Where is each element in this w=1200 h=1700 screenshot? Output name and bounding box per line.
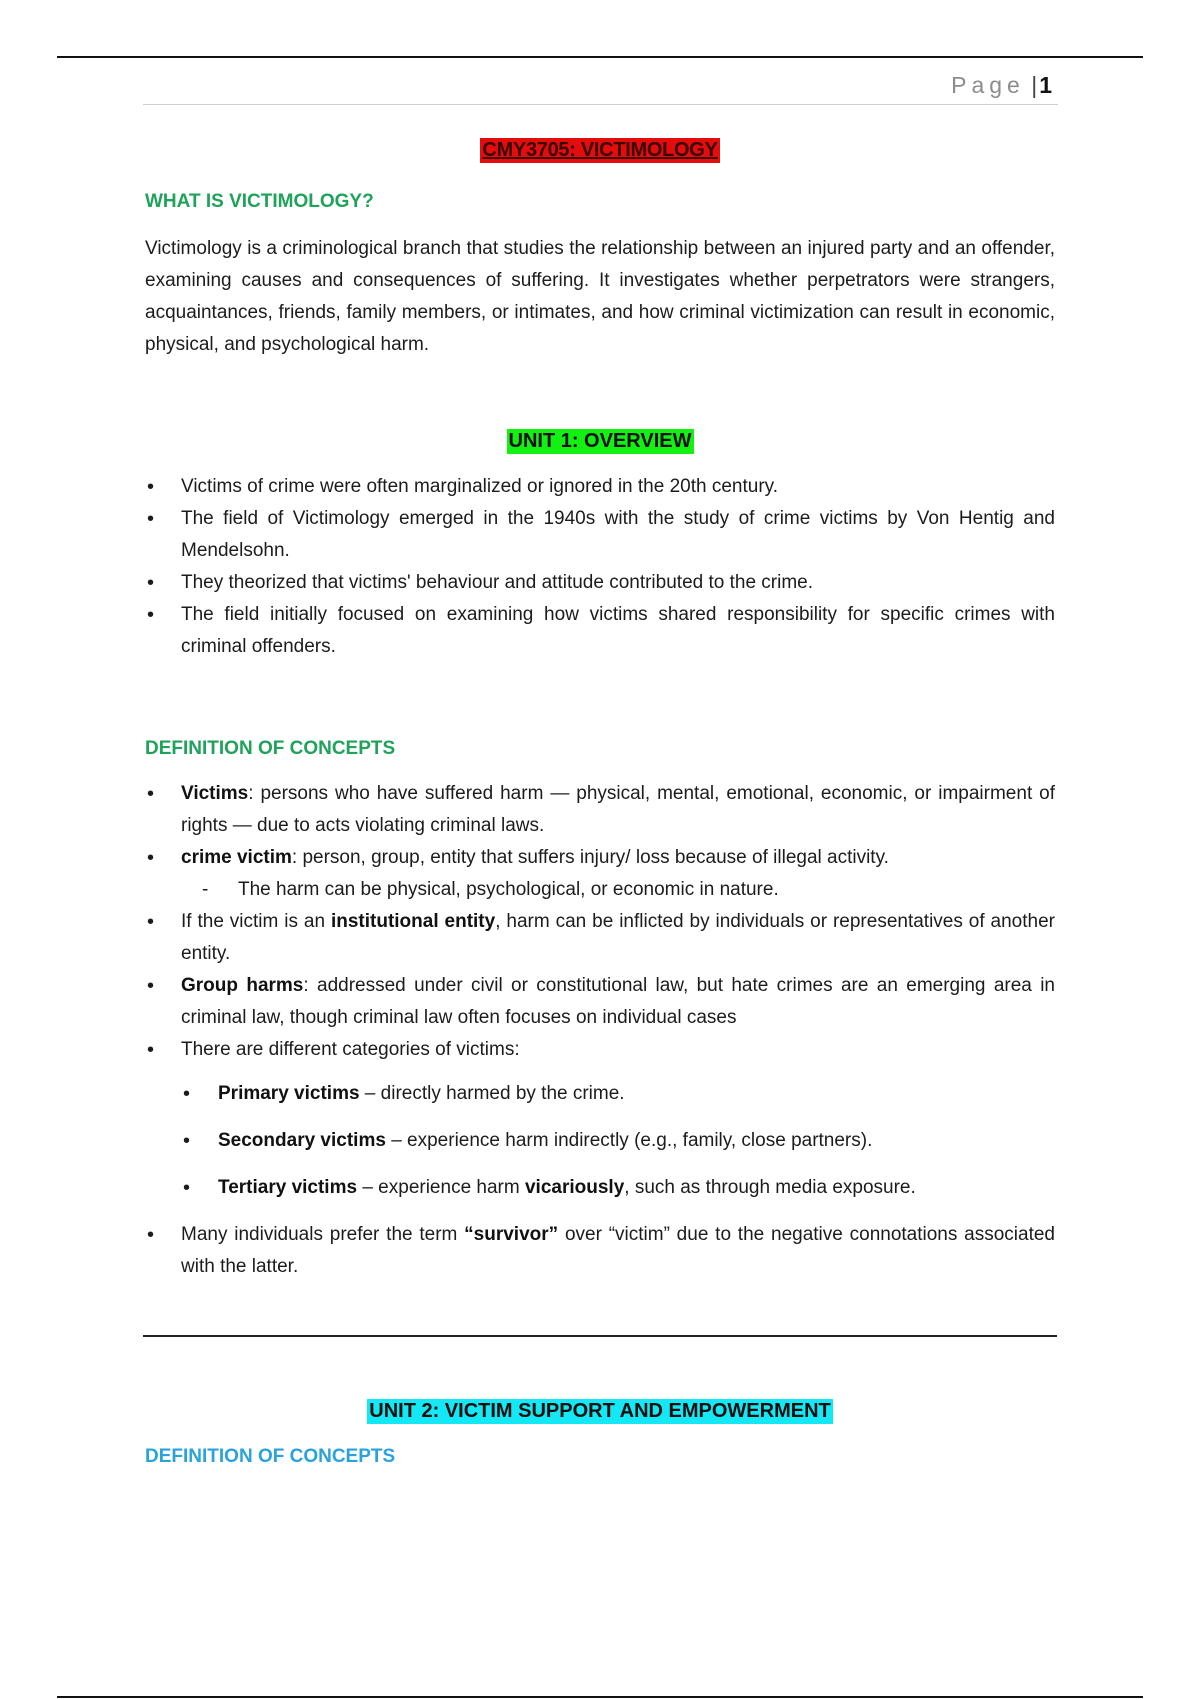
term-victims: Victims — [181, 783, 249, 804]
list-item — [145, 842, 1055, 874]
list-item — [145, 906, 1055, 970]
term-survivor: “survivor” — [464, 1224, 559, 1245]
list-item: • The field initially focused on examining how victims shared responsibility for specific crimes with criminal offenders. — [145, 599, 1055, 663]
survivor-bullet-list — [145, 1219, 1055, 1283]
list-item — [145, 1125, 1055, 1157]
term-group-harms: Group harms — [181, 975, 304, 996]
list-item — [145, 1172, 1055, 1204]
definition-text: – directly harmed by the crime. — [359, 1083, 625, 1104]
list-item — [145, 1219, 1055, 1283]
page-number: 1 — [1039, 72, 1052, 98]
definition-text: , such as through media exposure. — [624, 1177, 916, 1198]
page-header — [143, 70, 1058, 105]
term-vicariously: vicariously — [524, 1177, 625, 1198]
term-tertiary-victims: Tertiary victims — [218, 1177, 358, 1198]
unit1-bullet-list — [145, 471, 1055, 663]
term-primary-victims: Primary victims — [218, 1083, 360, 1104]
term-secondary-victims: Secondary victims — [218, 1130, 386, 1151]
definition-text: : person, group, entity that suffers injury/ loss because of illegal activity. — [291, 847, 889, 868]
course-title: CMY3705: VICTIMOLOGY — [482, 139, 718, 161]
concepts-heading: DEFINITION OF CONCEPTS — [145, 738, 396, 759]
list-item — [145, 778, 1055, 842]
definition-text: , harm can be inflicted by individuals or representatives of another entity. — [181, 911, 1055, 964]
bottom-border-line — [57, 1696, 1143, 1698]
concepts-bullet-list-cont — [145, 906, 1055, 1066]
term-crime-victim: crime victim — [181, 847, 292, 868]
definition-text: – experience harm indirectly (e.g., family, close partners). — [385, 1130, 873, 1151]
crime-victim-sub-list — [145, 874, 1055, 906]
unit2-title: UNIT 2: VICTIM SUPPORT AND EMPOWERMENT — [369, 1400, 831, 1422]
definition-text: – experience harm — [357, 1177, 525, 1198]
course-title-row — [145, 138, 1055, 163]
list-item: • They theorized that victims' behaviour and attitude contributed to the crime. — [145, 567, 1055, 599]
list-item: • The field of Victimology emerged in the 1940s with the study of crime victims by Von Hentig and Mendelsohn. — [145, 503, 1055, 567]
sub-list-item: - The harm can be physical, psychological, or economic in nature. — [145, 874, 1055, 906]
victim-categories-list — [145, 1078, 1055, 1204]
list-item: • Victims of crime were often marginalized or ignored in the 20th century. — [145, 471, 1055, 503]
list-item — [145, 970, 1055, 1034]
page-word: Page — [951, 72, 1025, 98]
definition-text: : persons who have suffered harm — physical, mental, emotional, economic, or impairment of rights — due to acts violating criminal laws. — [181, 783, 1055, 836]
unit2-title-row — [145, 1399, 1055, 1424]
unit1-title-row — [145, 429, 1055, 454]
what-is-heading: WHAT IS VICTIMOLOGY? — [145, 191, 374, 212]
top-border-line — [57, 56, 1143, 58]
what-is-paragraph: Victimology is a criminological branch that studies the relationship between an injured party and an offender, examining causes and consequences of suffering. It investigates whether perpetrators were strangers, acquaintances, friends, family members, or intimates, and how criminal victimization can result in economic, physical, and psychological harm. — [145, 238, 1055, 355]
list-item — [145, 1078, 1055, 1110]
list-item: • There are different categories of victims: — [145, 1034, 1055, 1066]
concepts-bullet-list — [145, 778, 1055, 874]
page-separator: | — [1031, 72, 1038, 98]
page-number-label — [951, 72, 1052, 99]
unit2-concepts-heading: DEFINITION OF CONCEPTS — [145, 1446, 396, 1467]
term-institutional-entity: institutional entity — [330, 911, 496, 932]
definition-text: : addressed under civil or constitutional law, but hate crimes are an emerging area in criminal law, though criminal law often focuses on individual cases — [181, 975, 1055, 1028]
document-body — [145, 138, 1055, 1468]
unit1-title: UNIT 1: OVERVIEW — [508, 430, 692, 452]
definition-text: over “victim” due to the negative connotations associated with the latter. — [181, 1224, 1055, 1277]
definition-text: Many individuals prefer the term — [181, 1224, 465, 1245]
definition-text: If the victim is an — [181, 911, 331, 932]
